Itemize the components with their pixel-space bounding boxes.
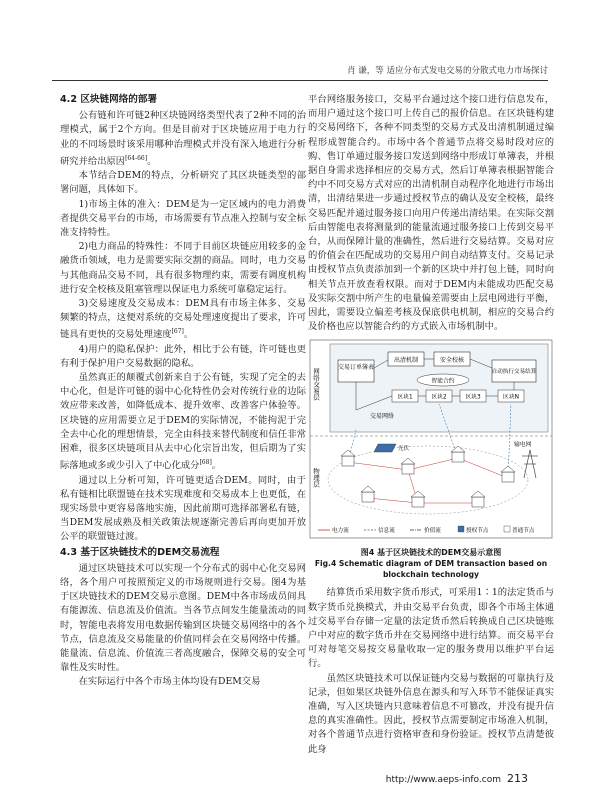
paragraph: 虽然真正的颠覆式创新来自于公有链，实现了完全的去中心化，但是许可链的弱中心化特性仍会对传统行业的边际效应带来改善，如降低成本、提升效率、改善客户体验等。区块链的应用需要立足于DEM的实际情况，不能拘泥于完全去中心化的理想情景，完全由科技来替代制度和信任非常困难，很多区块链项目从去中心化宗旨出发，但后期为了实际落地或多或少引入了中心化成分[68]。 — [60, 372, 306, 472]
figure-4 — [308, 338, 554, 545]
running-header: 肖 谦，等 适应分布式发电交易的分散式电力市场探讨 — [52, 64, 548, 81]
left-column — [60, 93, 306, 690]
section-heading: 4.2 区块链网络的部署 — [60, 94, 158, 105]
block-label: 区块N — [503, 394, 519, 401]
block-label: 区块1 — [397, 394, 413, 401]
net-layer-label: 网络交易层 — [312, 368, 320, 401]
smart-contract-label: 智能合约 — [431, 378, 455, 385]
legend-normal: 普通节点 — [512, 528, 535, 535]
power-line-label: 输电网 — [514, 442, 532, 449]
paragraph: 平台网络服务接口，交易平台通过这个接口进行信息发布，而用户通过这个接口可上传自己的报价信息。在区块链构建的交易网络下，各种不同类型的交易方式及出清机制通过编程形成智能合约。市场中各个普通节点将交易时段对应的购、售订单通过服务接口发送到网络中形成订单簿表，并根据自身需求选择相应的交易方式，然后订单簿表根据智能合约中不同交易方式对应的出清机制自动程序化地进行市场出清，出清结果进一步通过授权节点的确认及安全校核，最终交易匹配并通过服务接口向用户传递出清结果。在实际交割后由智能电表将测量到的能量流通过服务接口上传到交易平台，从而保障计量的准确性，然后进行交易结算。交易对应的价值会在匹配成功的交易用户间自动结算支付。交易记录由授权节点负责添加到一个新的区块中并打包上链，同时向相关节点开放查看权限。而对于DEM内未能成功匹配交易及实际交割中所产生的电量偏差需要由上层电网进行平衡，因此，需要设立偏差考核及保底供电机制，相应的交易合约及价格也应以智能合约的方式嵌入市场机制中。 — [308, 94, 554, 333]
dem-transaction-diagram — [308, 338, 554, 545]
paragraph: 虽然区块链技术可以保证链内交易与数据的可靠执行及记录，但如果区块链外信息在源头和写入环节不能保证真实准确，写入区块链内只意味着信息不可篡改，并没有提升信息的真实准确性。因此，授权节点需要制定市场准入机制，对各个普通节点进行资格审查和身份验证。授权节点清楚彼此身 — [308, 672, 554, 755]
paragraph: 1)市场主体的准入：DEM是为一定区域内的电力消费者提供交易平台的市场，市场需要有节点准入控制与安全标准支持特性。 — [60, 198, 306, 238]
legend-value: 价值流 — [424, 528, 441, 535]
security-label: 安全校核 — [439, 357, 465, 365]
paragraph: 通过以上分析可知，许可链更适合DEM。同时，由于私有链相比联盟链在技术实现难度和交易成本上也更低，在现实场景中更容易落地实施，因此前期可选择部署私有链，当DEM发展成熟及相关政策法规逐渐完善后再向更加开放公平的联盟链过渡。 — [60, 474, 306, 543]
legend — [318, 526, 535, 534]
paragraph: 4)用户的隐私保护：此外，相比于公有链，许可链也更有利于保护用户交易数据的隐私。 — [60, 343, 306, 369]
settlement-label: 自动执行交易结算 — [491, 369, 537, 376]
figure-caption — [308, 547, 554, 580]
page-footer — [386, 772, 528, 785]
section-heading: 4.3 基于区块链技术的DEM交易流程 — [60, 546, 220, 558]
paragraph: 结算货币采用数字货币形式，可采用1∶1的法定货币与数字货币兑换模式，并由交易平台负责，即各个市场主体通过交易平台存储一定量的法定货币然后转换成自己区块链账户中对应的数字货币并在交易网络中进行结算。而交易平台可对每笔交易按交易量收取一定的服务费用以维护平台运行。 — [308, 587, 554, 670]
legend-power: 电力流 — [332, 528, 349, 535]
phys-layer-label: 物理层 — [312, 468, 320, 488]
legend-info: 信息流 — [378, 528, 395, 535]
right-column — [308, 93, 554, 757]
order-book-label: 交易订单簿表 — [337, 364, 375, 372]
page-number: 213 — [507, 772, 528, 785]
paragraph: 本节结合DEM的特点，分析研究了其区块链类型的部署问题，具体如下。 — [60, 170, 306, 196]
paragraph: 通过区块链技术可以实现一个分布式的弱中心化交易网络，各个用户可按照预定义的市场规则进行交易。图4为基于区块链技术的DEM交易示意图。DEM中各市场成员间具有能源流、信息流及价值流。当各节点间发生能量流动的同时，智能电表将发用电数据传输到区块链交易网络中的各个节点，信息流及交易能量的价值同样会在交易网络中传播。能量流、信息流、价值流三者高度融合，保障交易的安全可靠性及实时性。 — [60, 562, 306, 674]
paragraph: 3)交易速度及交易成本：DEM具有市场主体多、交易频繁的特点，这便对系统的交易处理速度提出了要求，许可链具有更快的交易处理速度[67]。 — [60, 297, 306, 341]
paragraph: 在实际运行中各个市场主体均设有DEM交易 — [78, 676, 261, 688]
tx-network-label: 交易网络 — [370, 413, 395, 421]
paragraph: 公有链和许可链2种区块链网络类型代表了2种不同的治理模式，属于2个方向。但是目前对于区块链应用于电力行业的不同场景时该采用哪种治理模式并没有深入地进行分析研究并给出原因[64-66]。 — [60, 110, 306, 167]
block-label: 区块3 — [465, 394, 481, 401]
caption-en: Fig.4 Schematic diagram of DEM transaction based on blockchain technology — [314, 559, 548, 580]
pv-label: 光伏 — [398, 446, 410, 453]
block-label: 区块2 — [431, 394, 447, 401]
journal-url: http://www.aeps-info.com — [385, 775, 501, 785]
caption-zh: 图4 基于区块链技术的DEM交易示意图 — [360, 548, 502, 558]
paragraph: 2)电力商品的特殊性：不同于目前区块链应用较多的金融货币领域，电力是需要实际交割的商品。同时，电力交易与其他商品交易不同，具有很多物理约束，需要有调度机构进行安全校核及阻塞管理以保证电力系统可靠稳定运行。 — [60, 241, 306, 295]
clearing-label: 出清机制 — [393, 357, 419, 365]
legend-auth: 授权节点 — [466, 528, 489, 535]
